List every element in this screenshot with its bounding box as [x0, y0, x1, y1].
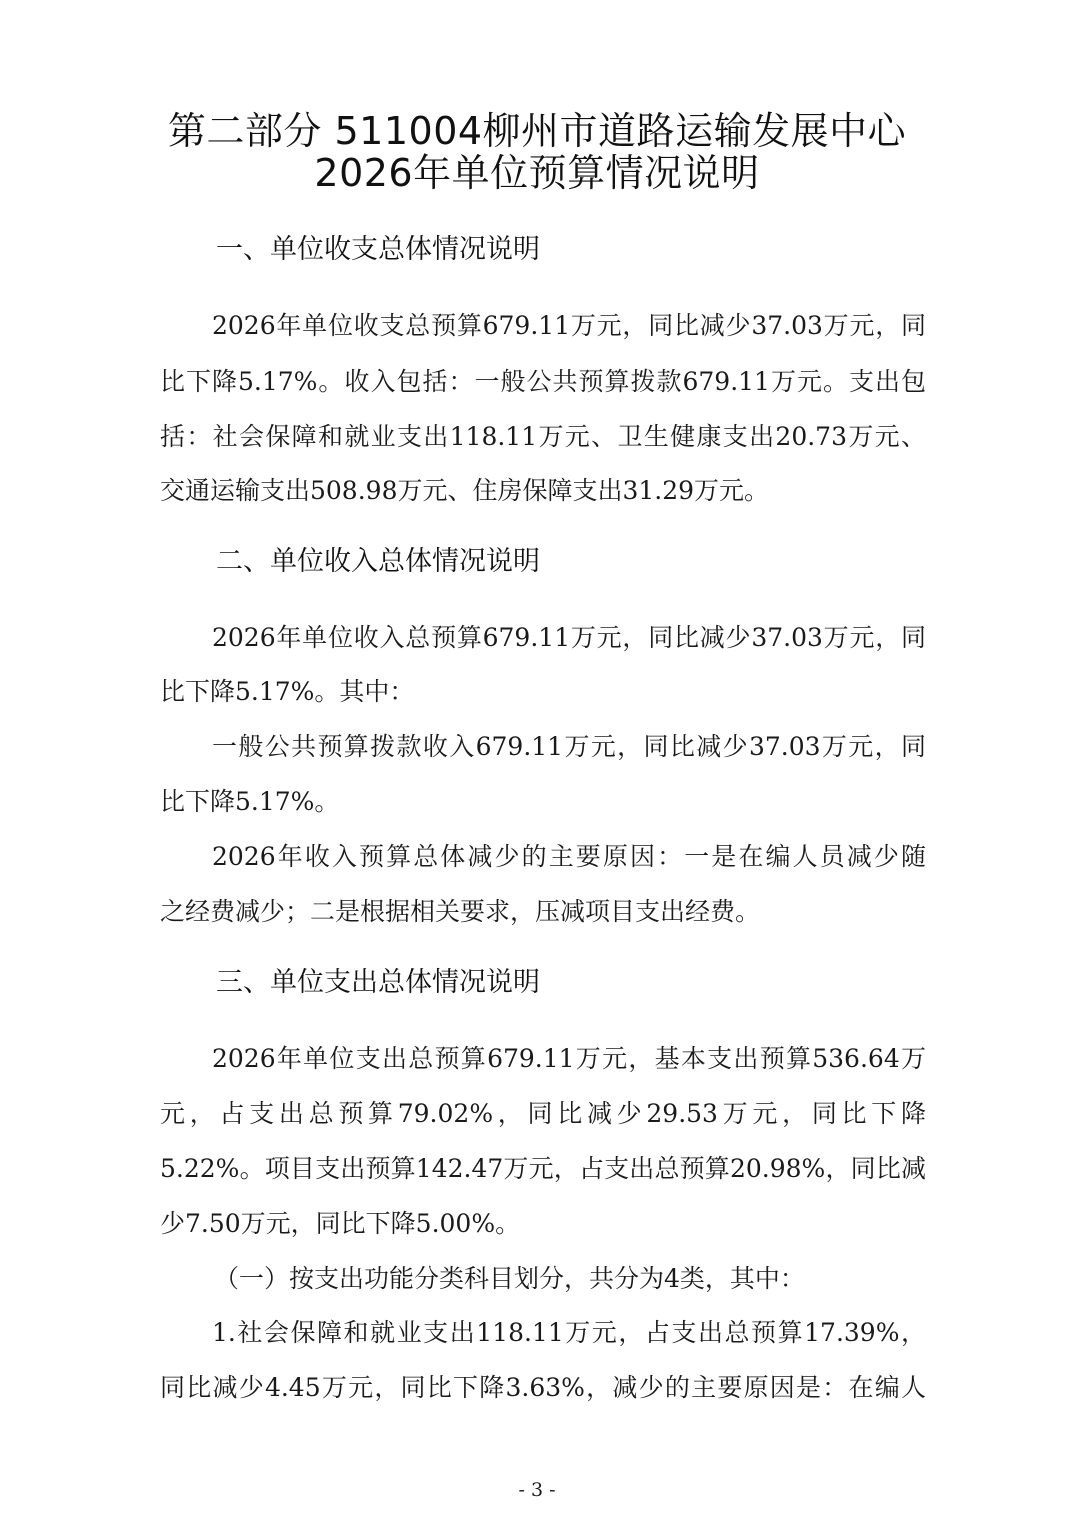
document-title-line2: 2026年单位预算情况说明 — [314, 151, 760, 195]
section-heading-3: 三、单位支出总体情况说明 — [216, 967, 540, 998]
paragraph-line: 2026年单位支出总预算679.11万元，基本支出预算536.64万 — [212, 1044, 926, 1073]
paragraph-line: 比下降5.17%。 — [160, 787, 340, 816]
document-title-line1: 第二部分 511004柳州市道路运输发展中心 — [167, 109, 907, 153]
paragraph-line: 之经费减少；二是根据相关要求，压减项目支出经费。 — [160, 897, 761, 926]
paragraph-line: 1.社会保障和就业支出118.11万元，占支出总预算17.39%， — [212, 1318, 926, 1347]
paragraph-line: 2026年单位收入总预算679.11万元，同比减少37.03万元，同 — [212, 623, 926, 652]
paragraph-line: 5.22%。项目支出预算142.47万元，占支出总预算20.98%，同比减 — [160, 1154, 926, 1183]
paragraph-line: 同比减少4.45万元，同比下降3.63%，减少的主要原因是：在编人 — [160, 1373, 926, 1402]
page-number: - 3 - — [518, 1479, 556, 1501]
paragraph-line: （一）按支出功能分类科目划分，共分为4类，其中： — [214, 1264, 805, 1293]
paragraph-line: 2026年单位收支总预算679.11万元，同比减少37.03万元，同 — [212, 311, 926, 340]
paragraph-line: 元，占支出总预算79.02%，同比减少29.53万元，同比下降 — [160, 1099, 926, 1128]
paragraph-line: 比下降5.17%。收入包括：一般公共预算拨款679.11万元。支出包 — [160, 367, 926, 396]
section-heading-1: 一、单位收支总体情况说明 — [216, 234, 540, 265]
paragraph-line: 括：社会保障和就业支出118.11万元、卫生健康支出20.73万元、 — [160, 422, 926, 451]
paragraph-line: 2026年收入预算总体减少的主要原因：一是在编人员减少随 — [212, 842, 926, 871]
paragraph-line: 少7.50万元，同比下降5.00%。 — [160, 1209, 521, 1238]
paragraph-line: 交通运输支出508.98万元、住房保障支出31.29万元。 — [160, 476, 770, 505]
paragraph-line: 比下降5.17%。其中： — [160, 677, 415, 706]
paragraph-line: 一般公共预算拨款收入679.11万元，同比减少37.03万元，同 — [212, 732, 926, 761]
section-heading-2: 二、单位收入总体情况说明 — [216, 546, 540, 577]
